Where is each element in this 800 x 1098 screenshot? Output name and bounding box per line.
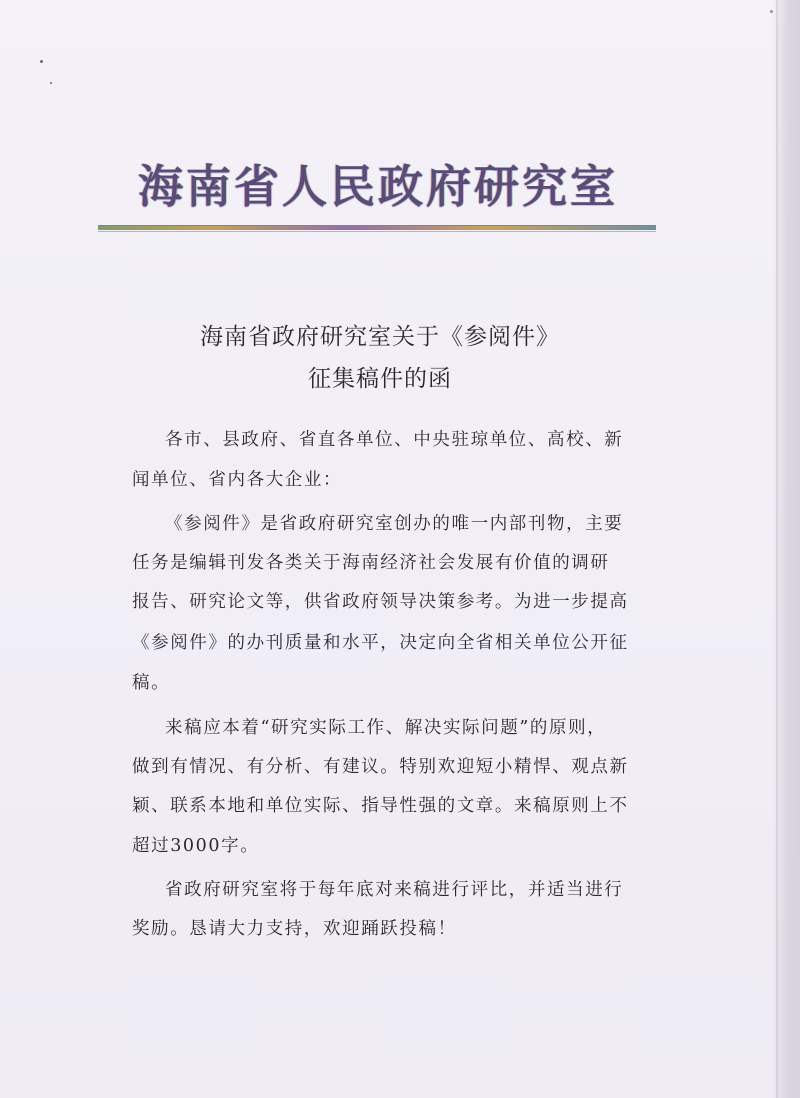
scan-speck	[770, 10, 773, 13]
letter-title-line-1: 海南省政府研究室关于《参阅件》	[200, 324, 560, 350]
body-line-p3-1: 省政府研究室将于每年底对来稿进行评比，并适当进行	[165, 880, 624, 900]
letterhead-org-name: 海南省人民政府研究室	[137, 160, 618, 213]
body-line-p1-2: 任务是编辑刊发各类关于海南经济社会发展有价值的调研	[132, 553, 610, 573]
body-line-p1-1: 《参阅件》是省政府研究室创办的唯一内部刊物，主要	[165, 514, 624, 534]
body-line-p2-1: 来稿应本着“研究实际工作、解决实际问题”的原则，	[165, 718, 607, 738]
body-line-p3-2: 奖励。恳请大力支持，欢迎踊跃投稿！	[132, 919, 457, 939]
scan-speck	[50, 82, 52, 84]
body-line-p2-2: 做到有情况、有分析、有建议。特别欢迎短小精悍、观点新	[132, 757, 629, 777]
body-line-p2-4: 超过3000字。	[132, 836, 260, 856]
body-line-p2-3: 颖、联系本地和单位实际、指导性强的文章。来稿原则上不	[132, 796, 629, 816]
page-edge-shadow	[772, 0, 800, 1098]
letter-title-line-2: 征集稿件的函	[308, 366, 452, 392]
letterhead-rule-fine	[98, 231, 656, 232]
body-line-salutation-2: 闻单位、省内各大企业：	[132, 470, 343, 490]
body-line-p1-4: 《参阅件》的办刊质量和水平，决定向全省相关单位公开征	[132, 633, 629, 653]
letterhead-rule	[98, 225, 656, 230]
scan-speck	[40, 60, 43, 63]
body-line-p1-5: 稿。	[132, 673, 171, 693]
body-line-salutation-1: 各市、县政府、省直各单位、中央驻琼单位、高校、新	[165, 430, 624, 450]
body-line-p1-3: 报告、研究论文等，供省政府领导决策参考。为进一步提高	[132, 592, 629, 612]
